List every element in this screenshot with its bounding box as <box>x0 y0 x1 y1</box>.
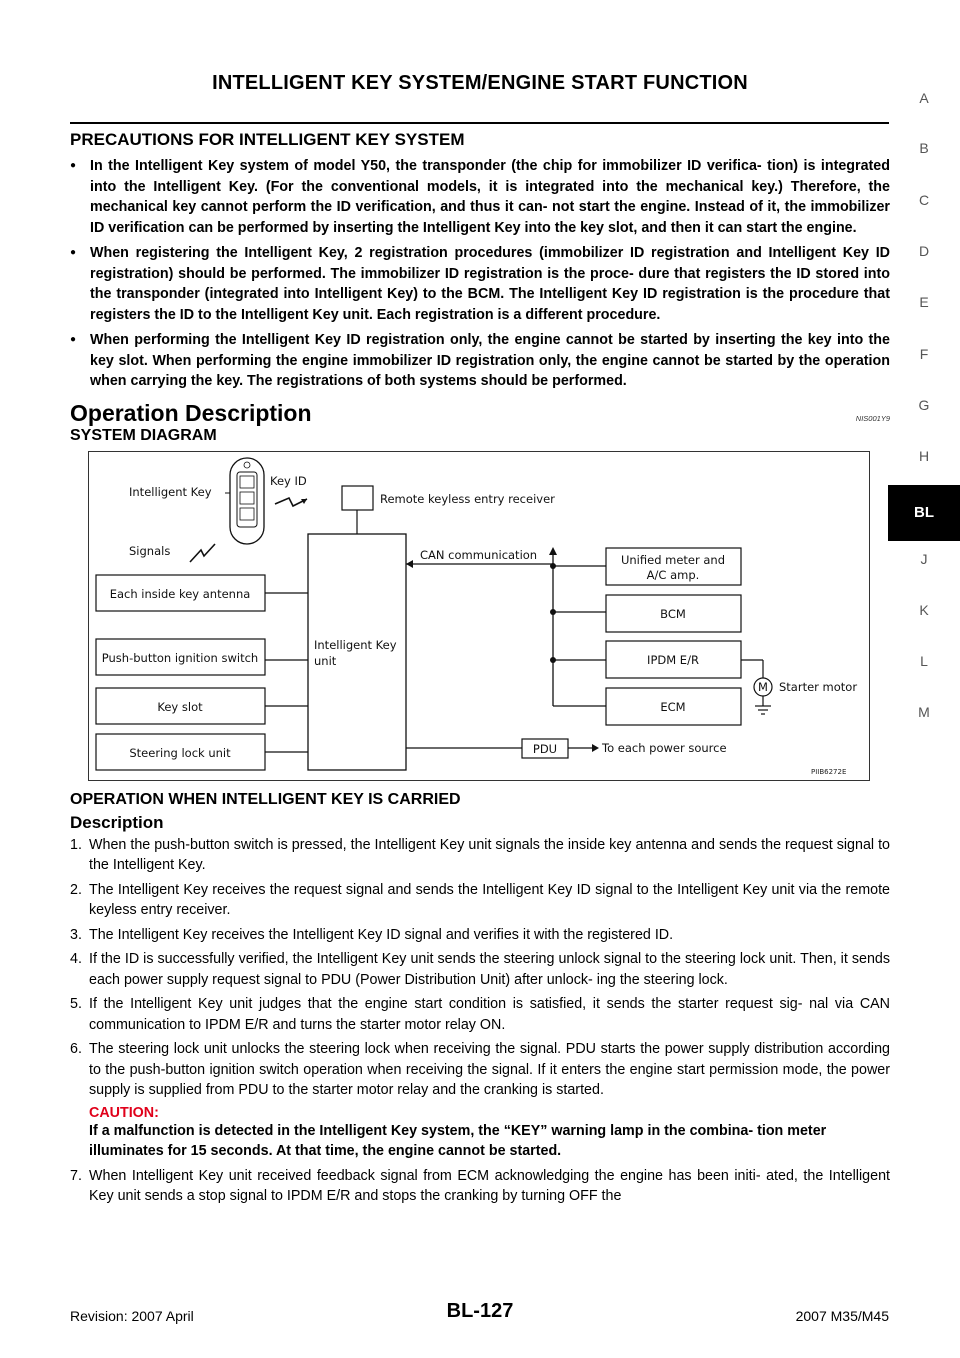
system-diagram-heading: SYSTEM DIAGRAM <box>70 426 217 444</box>
tab-m[interactable]: M <box>918 704 930 720</box>
tab-j[interactable]: J <box>920 551 928 567</box>
operation-heading-row <box>70 400 890 427</box>
precaution-bullet-text: When registering the Intelligent Key, 2 registration procedures (immobilizer ID registration and Intelligent Key ID registration) should be performed. The immobilizer ID registration is the proce- dure that registers the ID stored into the transponder (integrated into Intelligent Key) to the BCM. The Intelligent Key ID registration is the procedure that registers the ID to the Intelligent Key unit. Each registration is a different procedure. <box>90 245 890 323</box>
label-key-id: Key ID <box>270 473 307 488</box>
precaution-bullet-text: In the Intelligent Key system of model Y50, the transponder (the chip for immobilizer ID verifica- tion) is integrated into the Intelligent Key. (For the conventional models, it is integrated into the mechanical key.) Therefore, the mechanical key cannot perform the ID verification, and thus it can- not start the engine. Instead of it, the immobilizer ID verification can be performed by inserting the Intelligent Key into the key slot, and then it can start the engine. <box>90 158 890 236</box>
step-number: 3. <box>70 926 82 943</box>
step-text: When Intelligent Key unit received feedback signal from ECM acknowledging the engine has been initi- ated, the Intelligent Key unit sends a stop signal to IPDM E/R and stops the cranking by turning OFF the <box>89 1167 890 1204</box>
label-power-source: To each power source <box>602 740 727 755</box>
label-ik-unit-line1: Intelligent Key <box>314 637 397 652</box>
step-number: 2. <box>70 881 82 898</box>
page-content <box>70 126 890 1211</box>
label-unified-line2: A/C amp. <box>646 567 700 582</box>
label-starter-motor: Starter motor <box>779 679 858 694</box>
system-diagram <box>88 451 870 781</box>
tab-f[interactable]: F <box>919 346 929 362</box>
tab-d[interactable]: D <box>918 243 930 259</box>
tab-a[interactable]: A <box>919 90 929 106</box>
ik-unit-box <box>308 534 406 770</box>
can-bus-arrow-icon <box>549 547 557 555</box>
tab-g[interactable]: G <box>918 397 930 413</box>
system-diagram-svg <box>89 452 869 780</box>
can-arrow-icon <box>406 560 413 568</box>
caution-label: CAUTION: <box>89 1104 159 1121</box>
footer-model: 2007 M35/M45 <box>795 1308 889 1324</box>
step-item <box>70 1166 890 1207</box>
step-item <box>70 1039 890 1101</box>
step-number: 4. <box>70 951 82 967</box>
label-signals: Signals <box>129 543 171 558</box>
precaution-bullet-text: When performing the Intelligent Key ID registration only, the engine cannot be started by inserting the key into the key slot. When performing the engine immobilizer ID registration only, the engine cannot be started by the operation when carrying the key. The registrations of both systems should be performed. <box>90 332 890 389</box>
label-inside-antenna: Each inside key antenna <box>109 586 251 601</box>
step-text: The steering lock unit unlocks the steering lock when receiving the signal. PDU starts the power supply distribution according to the push-button ignition switch operation when receiving the signal. If it enters the engine start permission mode, the power supply is supplied from PDU to the starter motor relay and the cranking is started. <box>89 1041 890 1098</box>
step-text: The Intelligent Key receives the request signal and sends the Intelligent Key ID signal to the Intelligent Key unit via the remote keyless entry receiver. <box>89 881 890 918</box>
label-bcm: BCM <box>660 606 686 621</box>
step-number: 1. <box>70 836 82 853</box>
label-ecm: ECM <box>660 699 686 714</box>
precaution-bullet <box>70 330 890 392</box>
label-intelligent-key: Intelligent Key <box>129 484 212 499</box>
tab-h[interactable]: H <box>918 448 930 464</box>
label-remote-receiver: Remote keyless entry receiver <box>380 491 555 506</box>
motor-symbol: M <box>758 679 768 694</box>
operation-description-heading: Operation Description <box>70 399 312 426</box>
step-text: If the ID is successfully verified, the Intelligent Key unit sends the steering unlock signal to the steering lock unit. Then, it sends each power supply request signal to PDU (Power Distribution Unit) after unlock- ing the steering lock. <box>89 951 890 988</box>
tab-e[interactable]: E <box>919 294 929 310</box>
label-push-button: Push-button ignition switch <box>101 650 259 665</box>
tab-k[interactable]: K <box>919 602 929 618</box>
tab-l[interactable]: L <box>920 653 928 669</box>
description-heading: Description <box>70 812 164 832</box>
caution-text: If a malfunction is detected in the Intelligent Key system, the “KEY” warning lamp in the combina- tion meter illuminates for 15 seconds. At that time, the engine cannot be started. <box>89 1122 827 1159</box>
step-text: If the Intelligent Key unit judges that the engine start condition is satisfied, it sends the starter request sig- nal via CAN communication to IPDM E/R and turns the starter motor relay ON. <box>89 996 890 1033</box>
intelligent-key-fob-icon <box>225 458 264 544</box>
page-header-title: INTELLIGENT KEY SYSTEM/ENGINE START FUNCTION <box>212 72 748 94</box>
label-can: CAN communication <box>420 547 538 562</box>
label-unified-line1: Unified meter and <box>620 552 726 567</box>
label-steering-lock: Steering lock unit <box>129 745 231 760</box>
tab-c[interactable]: C <box>918 192 930 208</box>
label-pdu: PDU <box>532 741 558 756</box>
step-item <box>70 949 890 990</box>
step-number: 6. <box>70 1041 82 1057</box>
step-number: 5. <box>70 996 82 1012</box>
label-ik-unit-line2: unit <box>314 653 337 668</box>
bullet-dot-icon: ● <box>70 247 77 258</box>
footer-page-number: BL-127 <box>446 1300 514 1322</box>
step-item <box>70 925 890 946</box>
step-item <box>70 994 890 1035</box>
precaution-bullet <box>70 156 890 238</box>
signals-icon <box>190 544 215 562</box>
label-key-slot: Key slot <box>157 699 203 714</box>
tab-bl-active[interactable]: BL <box>888 485 960 541</box>
step-item <box>70 835 890 876</box>
step-text: When the push-button switch is pressed, the Intelligent Key unit signals the inside key antenna and sends the request signal to the Intelligent Key. <box>89 836 890 873</box>
step-text: The Intelligent Key receives the Intelligent Key ID signal and verifies it with the registered ID. <box>89 926 674 943</box>
label-ipdm: IPDM E/R <box>647 652 699 667</box>
footer-revision: Revision: 2007 April <box>70 1308 194 1324</box>
receiver-box <box>342 486 373 510</box>
carried-heading: OPERATION WHEN INTELLIGENT KEY IS CARRIED <box>70 790 461 808</box>
precautions-heading: PRECAUTIONS FOR INTELLIGENT KEY SYSTEM <box>70 130 465 149</box>
precaution-bullet <box>70 243 890 325</box>
power-arrow-icon <box>592 744 599 752</box>
reference-code: NIS001Y9 <box>855 413 890 423</box>
tab-b[interactable]: B <box>919 140 929 156</box>
step-number: 7. <box>70 1167 82 1184</box>
bullet-dot-icon: ● <box>70 160 77 171</box>
bullet-dot-icon: ● <box>70 334 77 345</box>
step-item <box>70 880 890 921</box>
figure-code: PIIB6272E <box>811 767 847 776</box>
header-rule <box>70 122 889 124</box>
